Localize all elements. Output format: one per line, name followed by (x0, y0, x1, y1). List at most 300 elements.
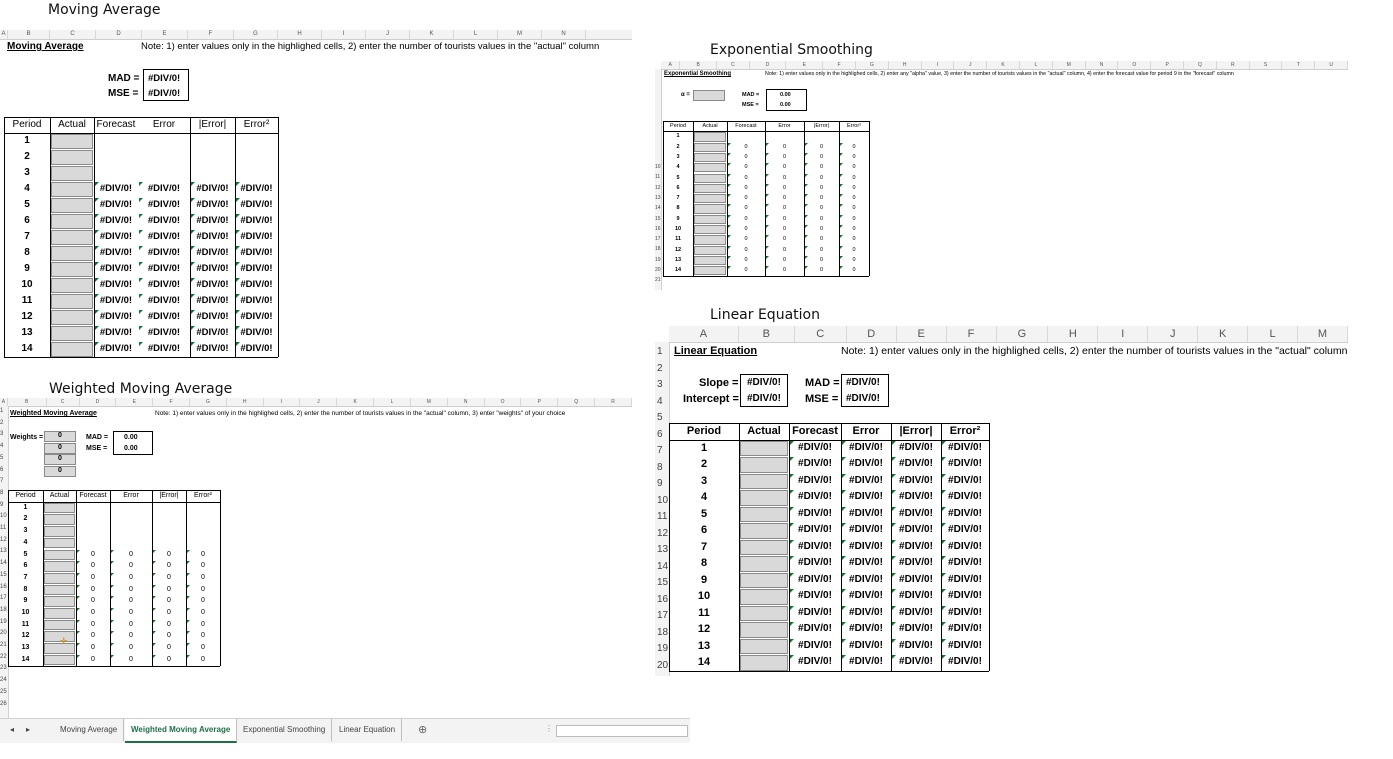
computed-cell[interactable]: #DIV/0! (147, 199, 181, 210)
actual-input-cell[interactable] (694, 153, 726, 162)
column-header-h[interactable]: H (1048, 326, 1098, 342)
computed-cell[interactable]: 0 (819, 195, 824, 202)
computed-cell[interactable]: 0 (819, 226, 824, 232)
computed-cell[interactable]: 0 (201, 620, 205, 628)
computed-cell[interactable]: #DIV/0! (849, 458, 883, 469)
column-header-g[interactable]: G (190, 398, 227, 406)
row-header-12[interactable]: 12 (655, 184, 661, 191)
row-header-17[interactable]: 17 (657, 610, 669, 621)
computed-cell[interactable]: #DIV/0! (948, 557, 982, 568)
computed-cell[interactable]: #DIV/0! (240, 327, 273, 338)
tab-scroll-right-icon[interactable]: ▸ (26, 725, 31, 734)
computed-cell[interactable]: #DIV/0! (948, 590, 982, 601)
computed-cell[interactable]: #DIV/0! (798, 474, 832, 486)
column-header-r[interactable]: R (595, 398, 632, 406)
computed-cell[interactable]: 0 (91, 597, 95, 605)
actual-input-cell[interactable] (44, 538, 75, 549)
mse-value[interactable]: #DIV/0! (846, 393, 880, 404)
row-header-22[interactable]: 22 (0, 653, 7, 660)
computed-cell[interactable]: #DIV/0! (240, 263, 273, 274)
computed-cell[interactable]: #DIV/0! (948, 507, 982, 519)
row-header-3[interactable]: 3 (657, 379, 663, 390)
computed-cell[interactable]: 0 (91, 632, 95, 640)
computed-cell[interactable]: 0 (852, 267, 856, 274)
actual-input-cell[interactable] (51, 310, 93, 325)
computed-cell[interactable]: 0 (201, 550, 205, 558)
column-header-l[interactable]: L (1020, 61, 1053, 69)
row-header-10[interactable]: 10 (657, 494, 669, 506)
computed-cell[interactable]: #DIV/0! (240, 231, 273, 242)
tab-linear-equation[interactable]: Linear Equation (333, 719, 402, 741)
actual-input-cell[interactable] (51, 214, 93, 229)
computed-cell[interactable]: 0 (744, 143, 748, 150)
computed-cell[interactable]: 0 (852, 174, 856, 181)
computed-cell[interactable]: 0 (91, 655, 95, 663)
computed-cell[interactable]: 0 (744, 236, 748, 243)
computed-cell[interactable]: 0 (91, 620, 95, 628)
computed-cell[interactable]: #DIV/0! (899, 573, 933, 585)
computed-cell[interactable]: 0 (167, 585, 171, 593)
computed-cell[interactable]: 0 (129, 550, 133, 558)
row-header-12[interactable]: 12 (0, 536, 7, 543)
row-header-6[interactable]: 6 (657, 428, 663, 440)
computed-cell[interactable]: #DIV/0! (147, 183, 181, 194)
computed-cell[interactable]: #DIV/0! (147, 215, 181, 226)
computed-cell[interactable]: 0 (782, 143, 787, 150)
computed-cell[interactable]: #DIV/0! (849, 474, 883, 486)
actual-input-cell[interactable] (51, 182, 93, 197)
column-header-b[interactable]: B (8, 398, 47, 406)
computed-cell[interactable]: 0 (744, 174, 748, 181)
computed-cell[interactable]: #DIV/0! (948, 540, 982, 552)
mse-value[interactable]: 0.00 (124, 445, 138, 452)
actual-input-cell[interactable] (694, 256, 726, 265)
column-header-l[interactable]: L (374, 398, 411, 406)
computed-cell[interactable]: 0 (167, 644, 171, 652)
actual-input-cell[interactable] (44, 620, 75, 631)
actual-input-cell[interactable] (740, 474, 788, 490)
computed-cell[interactable]: #DIV/0! (99, 183, 133, 194)
computed-cell[interactable]: #DIV/0! (948, 491, 982, 502)
computed-cell[interactable]: #DIV/0! (798, 491, 832, 502)
row-header-19[interactable]: 19 (0, 618, 7, 625)
row-header-3[interactable]: 3 (0, 431, 4, 438)
column-header-a[interactable]: A (0, 30, 8, 39)
column-header-r[interactable]: R (1217, 61, 1250, 69)
column-header-d[interactable]: D (96, 30, 142, 39)
row-header-16[interactable]: 16 (657, 593, 669, 605)
computed-cell[interactable]: 0 (129, 585, 133, 593)
row-header-13[interactable]: 13 (657, 544, 669, 555)
computed-cell[interactable]: 0 (744, 256, 748, 263)
computed-cell[interactable]: #DIV/0! (849, 540, 883, 552)
actual-input-cell[interactable] (51, 134, 93, 149)
actual-input-cell[interactable] (694, 266, 726, 275)
actual-input-cell[interactable] (51, 326, 93, 341)
computed-cell[interactable]: 0 (782, 164, 787, 171)
column-header-h[interactable]: H (278, 30, 322, 39)
actual-input-cell[interactable] (51, 278, 93, 293)
actual-input-cell[interactable] (694, 174, 726, 183)
computed-cell[interactable]: #DIV/0! (240, 183, 273, 194)
computed-cell[interactable]: #DIV/0! (147, 279, 181, 290)
actual-input-cell[interactable] (694, 194, 726, 203)
row-header-7[interactable]: 7 (0, 478, 4, 485)
computed-cell[interactable]: 0 (819, 256, 824, 263)
column-header-c[interactable]: C (795, 326, 847, 342)
computed-cell[interactable]: #DIV/0! (99, 295, 133, 306)
column-header-n[interactable]: N (1086, 61, 1119, 69)
weight-value[interactable]: 0 (58, 443, 62, 451)
column-header-l[interactable]: L (1248, 326, 1298, 342)
computed-cell[interactable]: 0 (201, 632, 205, 640)
column-header-j[interactable]: J (300, 398, 337, 406)
computed-cell[interactable]: 0 (819, 174, 824, 181)
computed-cell[interactable]: 0 (819, 205, 824, 212)
computed-cell[interactable]: #DIV/0! (899, 606, 933, 618)
column-header-o[interactable]: O (485, 398, 522, 406)
computed-cell[interactable]: #DIV/0! (240, 295, 273, 306)
actual-input-cell[interactable] (740, 507, 788, 523)
computed-cell[interactable]: 0 (201, 655, 205, 663)
column-header-b[interactable]: B (8, 30, 50, 39)
row-header-15[interactable]: 15 (655, 215, 661, 222)
computed-cell[interactable]: 0 (852, 246, 856, 253)
column-header-h[interactable]: H (227, 398, 264, 406)
column-header-p[interactable]: P (1151, 61, 1184, 69)
computed-cell[interactable]: #DIV/0! (798, 557, 832, 568)
computed-cell[interactable]: 0 (201, 644, 205, 652)
computed-cell[interactable]: 0 (819, 246, 824, 253)
computed-cell[interactable]: 0 (167, 609, 171, 616)
actual-input-cell[interactable] (740, 523, 788, 539)
column-header-d[interactable]: D (750, 61, 787, 69)
column-header-j[interactable]: J (954, 61, 987, 69)
row-header-11[interactable]: 11 (655, 174, 661, 181)
actual-input-cell[interactable] (51, 230, 93, 245)
tab-weighted-moving-average[interactable]: Weighted Moving Average (125, 719, 237, 743)
computed-cell[interactable]: 0 (782, 246, 787, 253)
mse-value[interactable]: #DIV/0! (148, 88, 181, 99)
actual-input-cell[interactable] (44, 596, 75, 607)
computed-cell[interactable]: #DIV/0! (240, 311, 273, 322)
computed-cell[interactable]: 0 (91, 644, 95, 652)
computed-cell[interactable]: #DIV/0! (849, 623, 883, 634)
actual-input-cell[interactable] (44, 573, 75, 584)
column-header-o[interactable]: O (1118, 61, 1151, 69)
row-header-14[interactable]: 14 (655, 205, 661, 212)
computed-cell[interactable]: 0 (852, 205, 856, 212)
actual-input-cell[interactable] (694, 184, 726, 193)
row-header-10[interactable]: 10 (0, 513, 7, 520)
computed-cell[interactable]: 0 (91, 562, 95, 570)
computed-cell[interactable]: #DIV/0! (948, 656, 982, 667)
row-header-17[interactable]: 17 (0, 595, 7, 602)
computed-cell[interactable]: #DIV/0! (798, 639, 832, 651)
computed-cell[interactable]: #DIV/0! (196, 311, 229, 322)
computed-cell[interactable]: 0 (852, 236, 856, 243)
computed-cell[interactable]: 0 (129, 573, 133, 581)
column-header-f[interactable]: F (823, 61, 856, 69)
actual-input-cell[interactable] (740, 622, 788, 638)
computed-cell[interactable]: 0 (744, 267, 748, 274)
column-header-i[interactable]: I (922, 61, 955, 69)
row-header-19[interactable]: 19 (657, 643, 669, 654)
computed-cell[interactable]: #DIV/0! (196, 327, 229, 338)
computed-cell[interactable]: 0 (819, 215, 824, 222)
actual-input-cell[interactable] (740, 441, 788, 457)
row-header-21[interactable]: 21 (0, 642, 7, 648)
computed-cell[interactable]: 0 (167, 620, 171, 628)
horizontal-scrollbar[interactable] (556, 725, 688, 737)
row-header-16[interactable]: 16 (0, 583, 7, 590)
actual-input-cell[interactable] (44, 655, 75, 666)
column-header-k[interactable]: K (337, 398, 374, 406)
computed-cell[interactable]: 0 (744, 184, 748, 191)
actual-input-cell[interactable] (44, 514, 75, 525)
computed-cell[interactable]: 0 (819, 184, 824, 191)
computed-cell[interactable]: #DIV/0! (849, 606, 883, 618)
computed-cell[interactable]: #DIV/0! (798, 458, 832, 469)
computed-cell[interactable]: #DIV/0! (147, 247, 181, 258)
column-header-g[interactable]: G (997, 326, 1049, 342)
weight-value[interactable]: 0 (58, 455, 62, 463)
column-header-m[interactable]: M (1298, 326, 1348, 342)
computed-cell[interactable]: #DIV/0! (196, 263, 229, 274)
row-header-11[interactable]: 11 (0, 525, 7, 531)
actual-input-cell[interactable] (740, 540, 788, 556)
tab-exponential-smoothing[interactable]: Exponential Smoothing (237, 719, 332, 741)
computed-cell[interactable]: #DIV/0! (899, 524, 933, 535)
row-header-18[interactable]: 18 (657, 626, 669, 638)
computed-cell[interactable]: 0 (782, 256, 787, 263)
actual-input-cell[interactable] (51, 246, 93, 261)
row-header-6[interactable]: 6 (0, 466, 4, 473)
computed-cell[interactable]: 0 (167, 573, 171, 581)
computed-cell[interactable]: #DIV/0! (899, 623, 933, 634)
computed-cell[interactable]: #DIV/0! (849, 507, 883, 519)
mad-value[interactable]: 0.00 (124, 434, 138, 441)
row-header-8[interactable]: 8 (0, 489, 4, 496)
row-header-11[interactable]: 11 (657, 511, 668, 522)
computed-cell[interactable]: 0 (852, 143, 856, 150)
column-header-a[interactable]: A (669, 326, 739, 342)
row-header-4[interactable]: 4 (657, 395, 663, 407)
actual-input-cell[interactable] (740, 556, 788, 572)
row-header-20[interactable]: 20 (657, 659, 669, 671)
column-header-a[interactable]: A (661, 61, 680, 69)
row-header-8[interactable]: 8 (657, 461, 663, 473)
computed-cell[interactable]: #DIV/0! (948, 623, 982, 634)
actual-input-cell[interactable] (694, 163, 726, 172)
row-header-21[interactable]: 21 (655, 277, 661, 284)
computed-cell[interactable]: 0 (129, 632, 133, 640)
computed-cell[interactable]: 0 (201, 573, 205, 581)
row-header-25[interactable]: 25 (0, 688, 7, 695)
computed-cell[interactable]: #DIV/0! (240, 215, 273, 226)
computed-cell[interactable]: 0 (782, 205, 787, 212)
actual-input-cell[interactable] (740, 606, 788, 622)
row-header-23[interactable]: 23 (0, 665, 7, 672)
computed-cell[interactable]: 0 (744, 164, 748, 171)
computed-cell[interactable]: #DIV/0! (99, 327, 133, 338)
actual-input-cell[interactable] (44, 608, 75, 619)
actual-input-cell[interactable] (51, 262, 93, 277)
computed-cell[interactable]: #DIV/0! (849, 557, 883, 568)
column-header-n[interactable]: N (542, 30, 586, 39)
computed-cell[interactable]: #DIV/0! (948, 639, 982, 651)
row-header-2[interactable]: 2 (0, 419, 4, 426)
computed-cell[interactable]: #DIV/0! (899, 474, 933, 486)
computed-cell[interactable]: 0 (129, 597, 133, 605)
column-header-i[interactable]: I (322, 30, 366, 39)
mad-value[interactable]: #DIV/0! (148, 73, 181, 84)
column-header-m[interactable]: M (498, 30, 542, 39)
actual-input-cell[interactable] (44, 561, 75, 572)
computed-cell[interactable]: 0 (782, 236, 787, 243)
tab-scroll-left-icon[interactable]: ◂ (10, 725, 15, 734)
computed-cell[interactable]: 0 (852, 215, 856, 222)
computed-cell[interactable]: 0 (744, 153, 748, 160)
computed-cell[interactable]: 0 (819, 164, 824, 171)
intercept-value[interactable]: #DIV/0! (747, 393, 781, 404)
column-header-e[interactable]: E (786, 61, 823, 69)
computed-cell[interactable]: 0 (819, 267, 824, 274)
computed-cell[interactable]: 0 (129, 655, 133, 663)
actual-input-cell[interactable] (44, 550, 75, 561)
column-header-b[interactable]: B (680, 61, 717, 69)
computed-cell[interactable]: 0 (819, 153, 824, 160)
computed-cell[interactable]: #DIV/0! (99, 247, 133, 258)
computed-cell[interactable]: 0 (201, 597, 205, 605)
actual-input-cell[interactable] (44, 526, 75, 537)
computed-cell[interactable]: 0 (744, 226, 748, 232)
row-header-26[interactable]: 26 (0, 700, 7, 707)
actual-input-cell[interactable] (740, 490, 788, 506)
computed-cell[interactable]: #DIV/0! (147, 231, 181, 242)
computed-cell[interactable]: 0 (852, 153, 856, 160)
row-header-13[interactable]: 13 (655, 194, 661, 201)
computed-cell[interactable]: #DIV/0! (147, 343, 181, 354)
computed-cell[interactable]: #DIV/0! (196, 231, 229, 242)
computed-cell[interactable]: #DIV/0! (99, 199, 133, 210)
column-header-k[interactable]: K (1198, 326, 1248, 342)
computed-cell[interactable]: 0 (782, 195, 787, 202)
weight-value[interactable]: 0 (58, 467, 62, 475)
row-header-16[interactable]: 16 (655, 225, 661, 232)
computed-cell[interactable]: 0 (852, 256, 856, 263)
computed-cell[interactable]: 0 (744, 205, 748, 212)
computed-cell[interactable]: 0 (744, 195, 748, 202)
computed-cell[interactable]: #DIV/0! (849, 590, 883, 601)
row-header-15[interactable]: 15 (657, 577, 669, 588)
computed-cell[interactable]: 0 (782, 215, 787, 222)
column-header-e[interactable]: E (116, 398, 153, 406)
computed-cell[interactable]: 0 (201, 609, 205, 616)
row-header-5[interactable]: 5 (0, 454, 4, 461)
computed-cell[interactable]: #DIV/0! (948, 474, 982, 486)
computed-cell[interactable]: 0 (129, 644, 133, 652)
actual-input-cell[interactable] (740, 655, 788, 671)
actual-input-cell[interactable] (740, 639, 788, 655)
computed-cell[interactable]: 0 (129, 609, 133, 616)
computed-cell[interactable]: 0 (852, 184, 856, 191)
column-header-q[interactable]: Q (1184, 61, 1217, 69)
row-header-1[interactable]: 1 (0, 408, 4, 414)
computed-cell[interactable]: 0 (91, 609, 95, 616)
actual-input-cell[interactable] (51, 198, 93, 213)
actual-input-cell[interactable] (740, 589, 788, 605)
computed-cell[interactable]: 0 (91, 585, 95, 593)
column-header-c[interactable]: C (47, 398, 80, 406)
computed-cell[interactable]: 0 (852, 226, 856, 232)
computed-cell[interactable]: 0 (129, 562, 133, 570)
computed-cell[interactable]: 0 (852, 164, 856, 171)
row-header-14[interactable]: 14 (0, 560, 7, 567)
column-header-m[interactable]: M (1053, 61, 1086, 69)
column-header-e[interactable]: E (897, 326, 947, 342)
computed-cell[interactable]: #DIV/0! (849, 491, 883, 502)
computed-cell[interactable]: #DIV/0! (899, 491, 933, 502)
row-header-9[interactable]: 9 (657, 478, 663, 489)
computed-cell[interactable]: 0 (782, 267, 787, 274)
row-header-4[interactable]: 4 (0, 443, 4, 450)
computed-cell[interactable]: #DIV/0! (196, 279, 229, 290)
computed-cell[interactable]: #DIV/0! (147, 311, 181, 322)
computed-cell[interactable]: #DIV/0! (99, 263, 133, 274)
computed-cell[interactable]: 0 (782, 184, 787, 191)
computed-cell[interactable]: #DIV/0! (99, 311, 133, 322)
computed-cell[interactable]: #DIV/0! (196, 183, 229, 194)
row-header-17[interactable]: 17 (655, 236, 661, 243)
actual-input-cell[interactable] (740, 573, 788, 589)
computed-cell[interactable]: 0 (91, 573, 95, 581)
weight-value[interactable]: 0 (58, 432, 62, 439)
computed-cell[interactable]: 0 (201, 562, 205, 570)
column-header-b[interactable]: B (739, 326, 795, 342)
computed-cell[interactable]: 0 (852, 195, 856, 202)
computed-cell[interactable]: #DIV/0! (849, 656, 883, 667)
computed-cell[interactable]: #DIV/0! (99, 231, 133, 242)
computed-cell[interactable]: 0 (744, 215, 748, 222)
computed-cell[interactable]: #DIV/0! (99, 215, 133, 226)
row-header-24[interactable]: 24 (0, 677, 7, 684)
computed-cell[interactable]: #DIV/0! (899, 441, 933, 453)
column-header-d[interactable]: D (80, 398, 117, 406)
slope-value[interactable]: #DIV/0! (747, 377, 781, 388)
column-header-e[interactable]: E (142, 30, 188, 39)
actual-input-cell[interactable] (44, 585, 75, 596)
column-header-c[interactable]: C (717, 61, 750, 69)
computed-cell[interactable]: 0 (819, 236, 824, 243)
actual-input-cell[interactable] (694, 235, 726, 244)
computed-cell[interactable]: 0 (167, 562, 171, 570)
computed-cell[interactable]: #DIV/0! (240, 247, 273, 258)
column-header-p[interactable]: P (521, 398, 558, 406)
computed-cell[interactable]: #DIV/0! (196, 215, 229, 226)
computed-cell[interactable]: #DIV/0! (849, 441, 883, 453)
computed-cell[interactable]: #DIV/0! (196, 247, 229, 258)
row-header-15[interactable]: 15 (0, 571, 7, 578)
computed-cell[interactable]: #DIV/0! (196, 295, 229, 306)
actual-input-cell[interactable] (51, 150, 93, 165)
row-header-9[interactable]: 9 (0, 501, 4, 508)
actual-input-cell[interactable] (694, 143, 726, 152)
computed-cell[interactable]: #DIV/0! (849, 639, 883, 651)
column-header-q[interactable]: Q (558, 398, 595, 406)
row-header-1[interactable]: 1 (657, 346, 663, 357)
row-header-18[interactable]: 18 (0, 606, 7, 613)
